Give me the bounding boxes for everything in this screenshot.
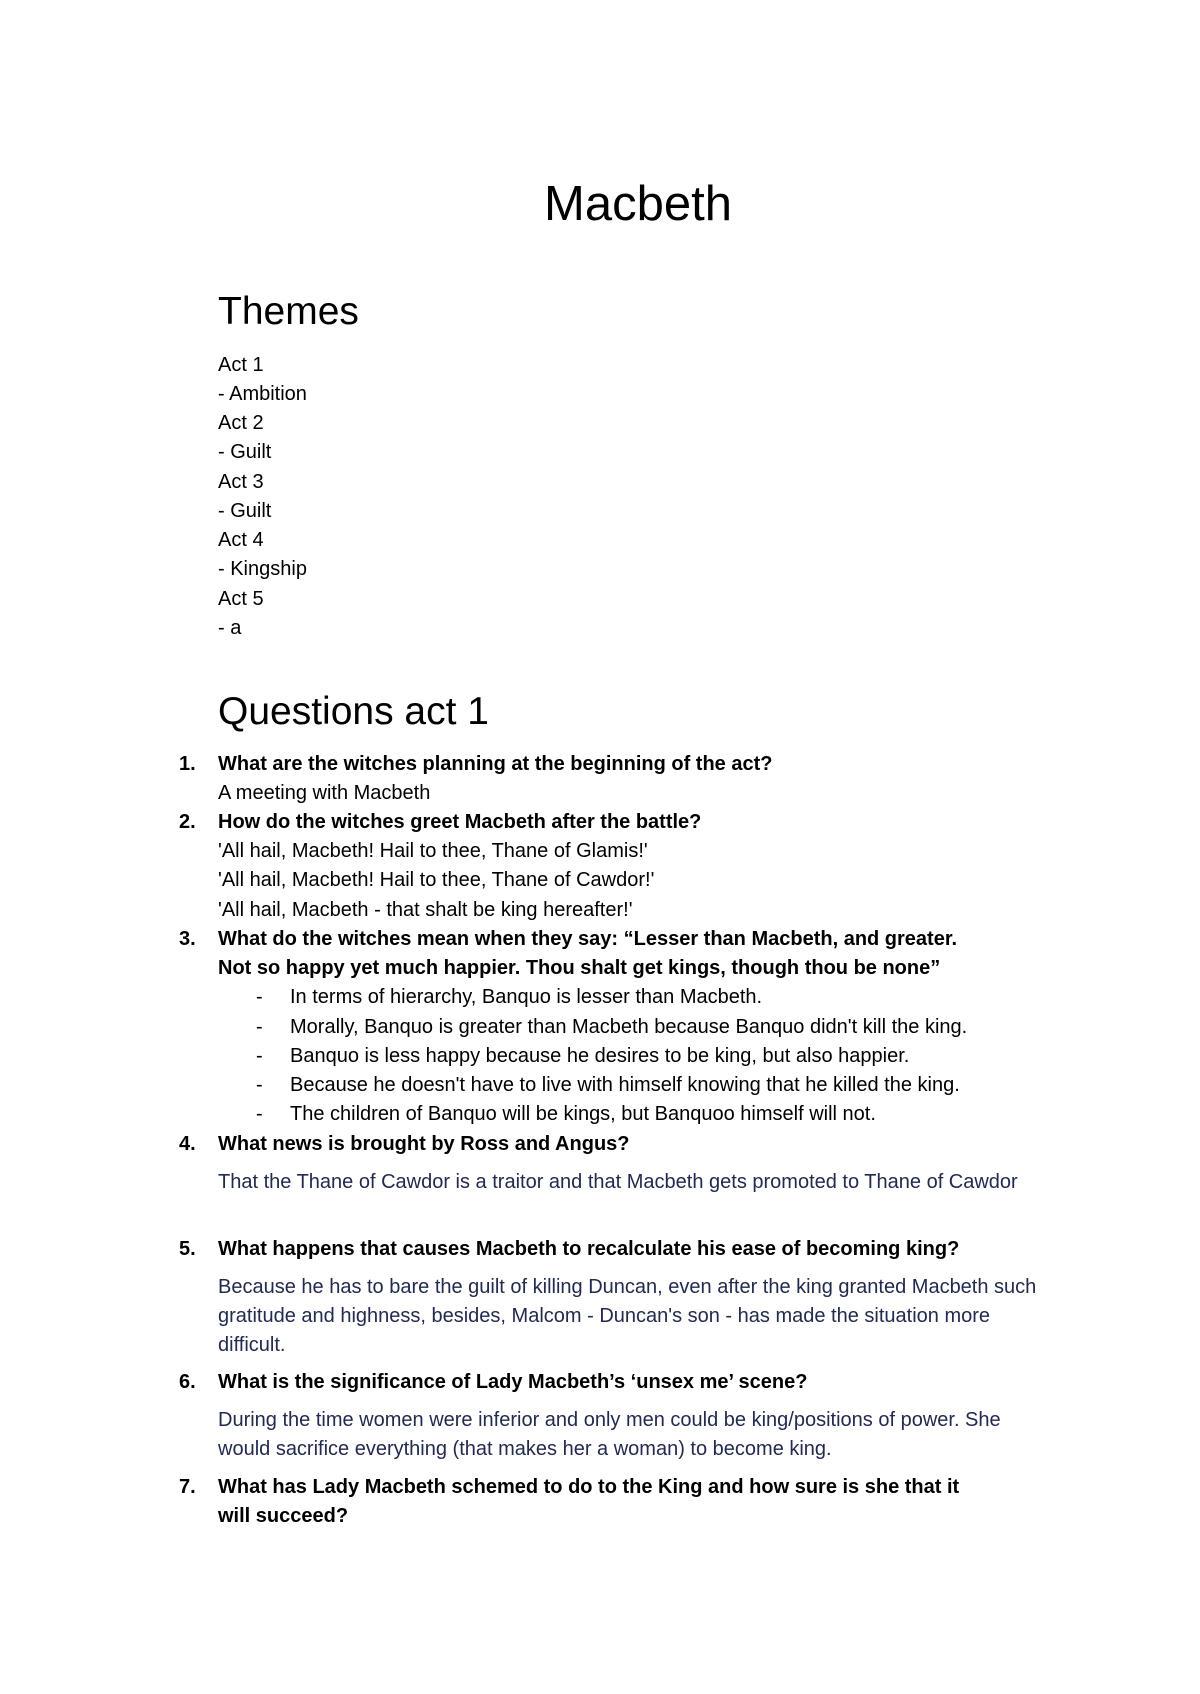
- question-text: What are the witches planning at the beginning of the act?: [218, 753, 773, 775]
- question-text: will succeed?: [218, 1505, 349, 1527]
- answer-paragraph: Because he has to bare the guilt of killing Duncan, even after the king granted Macbeth such gratitude and highness, besides, Malcom - Duncan's son - has made the situation more difficult.: [218, 1276, 1037, 1356]
- question-text: What do the witches mean when they say: “Lesser than Macbeth, and greater.: [218, 928, 958, 950]
- theme-line: - a: [218, 617, 242, 639]
- bullet-item: The children of Banquo will be kings, but Banquoo himself will not.: [290, 1103, 876, 1125]
- theme-line: - Guilt: [218, 441, 272, 463]
- questions-heading: Questions act 1: [218, 690, 489, 733]
- bullet-dash: -: [256, 1103, 263, 1125]
- answer-paragraph: That the Thane of Cawdor is a traitor and that Macbeth gets promoted to Thane of Cawdor: [218, 1171, 1018, 1193]
- question-number: 2.: [179, 811, 196, 833]
- bullet-dash: -: [256, 1016, 263, 1038]
- question-text: What is the significance of Lady Macbeth’s ‘unsex me’ scene?: [218, 1371, 808, 1393]
- answer-text: 'All hail, Macbeth! Hail to thee, Thane of Cawdor!': [218, 869, 655, 891]
- question-number: 5.: [179, 1238, 196, 1260]
- question-number: 7.: [179, 1476, 196, 1498]
- answer-paragraph: During the time women were inferior and only men could be king/positions of power. She would sacrifice everything (that makes her a woman) to become king.: [218, 1409, 1001, 1460]
- theme-line: Act 2: [218, 412, 264, 434]
- document-title: Macbeth: [544, 177, 732, 231]
- answer-text: 'All hail, Macbeth - that shalt be king hereafter!': [218, 899, 633, 921]
- theme-line: - Guilt: [218, 500, 272, 522]
- theme-line: - Kingship: [218, 558, 307, 580]
- question-number: 1.: [179, 753, 196, 775]
- question-text: Not so happy yet much happier. Thou shalt get kings, though thou be none”: [218, 957, 941, 979]
- question-text: What has Lady Macbeth schemed to do to the King and how sure is she that it: [218, 1476, 960, 1498]
- question-number: 3.: [179, 928, 196, 950]
- theme-line: Act 4: [218, 529, 264, 551]
- question-number: 6.: [179, 1371, 196, 1393]
- bullet-item: Banquo is less happy because he desires to be king, but also happier.: [290, 1045, 910, 1067]
- bullet-item: Morally, Banquo is greater than Macbeth because Banquo didn't kill the king.: [290, 1016, 968, 1038]
- bullet-dash: -: [256, 1045, 263, 1067]
- answer-text: A meeting with Macbeth: [218, 782, 431, 804]
- bullet-dash: -: [256, 986, 263, 1008]
- question-text: What happens that causes Macbeth to recalculate his ease of becoming king?: [218, 1238, 960, 1260]
- bullet-dash: -: [256, 1074, 263, 1096]
- answer-text: 'All hail, Macbeth! Hail to thee, Thane of Glamis!': [218, 840, 648, 862]
- theme-line: Act 1: [218, 354, 264, 376]
- theme-line: Act 5: [218, 588, 264, 610]
- question-number: 4.: [179, 1133, 196, 1155]
- bullet-item: In terms of hierarchy, Banquo is lesser than Macbeth.: [290, 986, 763, 1008]
- question-text: What news is brought by Ross and Angus?: [218, 1133, 630, 1155]
- question-text: How do the witches greet Macbeth after the battle?: [218, 811, 702, 833]
- themes-heading: Themes: [218, 290, 359, 333]
- theme-line: - Ambition: [218, 383, 307, 405]
- theme-line: Act 3: [218, 471, 264, 493]
- bullet-item: Because he doesn't have to live with himself knowing that he killed the king.: [290, 1074, 960, 1096]
